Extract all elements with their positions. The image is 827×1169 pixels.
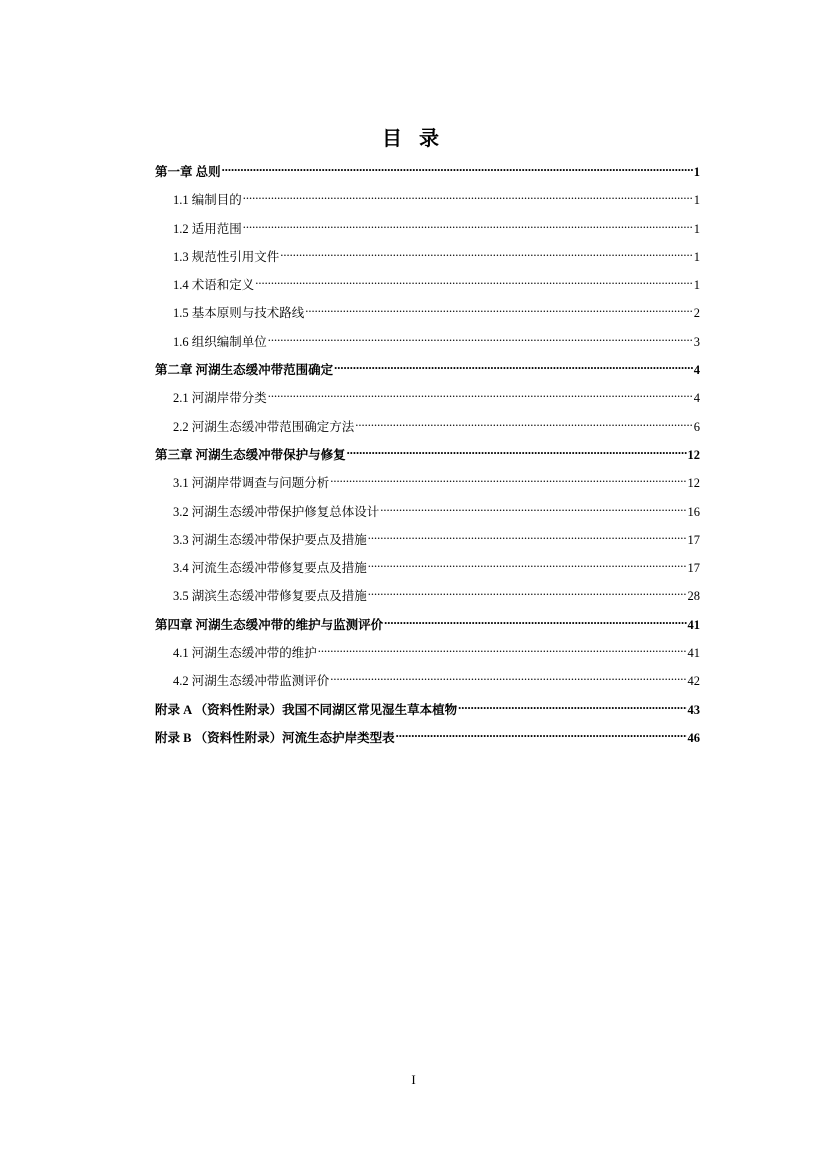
toc-entry-page: 1 bbox=[693, 278, 700, 293]
toc-chapter-entry[interactable] bbox=[155, 443, 700, 471]
toc-section-entry[interactable] bbox=[155, 471, 700, 499]
toc-section-entry[interactable] bbox=[155, 245, 700, 273]
toc-dot-leader bbox=[380, 502, 686, 516]
toc-entry-page: 4 bbox=[693, 363, 700, 378]
toc-entry-label: 2.2 河湖生态缓冲带范围确定方法 bbox=[173, 419, 355, 434]
toc-chapter-entry[interactable] bbox=[155, 160, 700, 188]
toc-dot-leader bbox=[268, 332, 693, 346]
toc-entry-page: 46 bbox=[687, 730, 700, 745]
toc-chapter-entry[interactable] bbox=[155, 698, 700, 726]
toc-dot-leader bbox=[347, 445, 687, 459]
toc-chapter-entry[interactable] bbox=[155, 613, 700, 641]
toc-entry-page: 4 bbox=[693, 391, 700, 406]
toc-dot-leader bbox=[330, 671, 686, 685]
toc-entry-page: 16 bbox=[687, 504, 700, 519]
table-of-contents bbox=[155, 160, 700, 754]
toc-entry-page: 6 bbox=[693, 419, 700, 434]
toc-entry-page: 17 bbox=[687, 561, 700, 576]
toc-dot-leader bbox=[396, 728, 687, 742]
toc-entry-page: 12 bbox=[687, 447, 700, 462]
toc-section-entry[interactable] bbox=[155, 386, 700, 414]
toc-dot-leader bbox=[355, 417, 692, 431]
toc-chapter-entry[interactable] bbox=[155, 726, 700, 754]
toc-entry-label: 1.2 适用范围 bbox=[173, 221, 242, 236]
toc-dot-leader bbox=[368, 530, 687, 544]
toc-section-entry[interactable] bbox=[155, 641, 700, 669]
toc-entry-page: 1 bbox=[693, 249, 700, 264]
toc-section-entry[interactable] bbox=[155, 415, 700, 443]
toc-entry-label: 第一章 总则 bbox=[155, 165, 221, 179]
page-number: I bbox=[411, 1072, 416, 1087]
toc-entry-label: 3.1 河湖岸带调查与问题分析 bbox=[173, 476, 330, 491]
toc-section-entry[interactable] bbox=[155, 528, 700, 556]
toc-entry-label: 3.4 河流生态缓冲带修复要点及措施 bbox=[173, 561, 367, 576]
toc-entry-label: 1.3 规范性引用文件 bbox=[173, 249, 280, 264]
toc-section-entry[interactable] bbox=[155, 273, 700, 301]
toc-section-entry[interactable] bbox=[155, 301, 700, 329]
toc-entry-label: 2.1 河湖岸带分类 bbox=[173, 391, 267, 406]
toc-dot-leader bbox=[222, 162, 693, 176]
toc-dot-leader bbox=[368, 558, 687, 572]
toc-dot-leader bbox=[243, 219, 693, 233]
toc-entry-label: 1.4 术语和定义 bbox=[173, 278, 255, 293]
toc-entry-label: 1.6 组织编制单位 bbox=[173, 334, 267, 349]
toc-entry-page: 1 bbox=[693, 193, 700, 208]
toc-entry-page: 41 bbox=[687, 646, 700, 661]
toc-dot-leader bbox=[334, 360, 693, 374]
toc-entry-label: 4.1 河湖生态缓冲带的维护 bbox=[173, 646, 317, 661]
toc-entry-label: 第四章 河湖生态缓冲带的维护与监测评价 bbox=[155, 617, 384, 632]
toc-entry-label: 4.2 河湖生态缓冲带监测评价 bbox=[173, 674, 330, 689]
toc-dot-leader bbox=[318, 643, 687, 657]
toc-entry-page: 43 bbox=[687, 702, 700, 717]
toc-entry-page: 17 bbox=[687, 532, 700, 547]
toc-dot-leader bbox=[255, 275, 692, 289]
toc-entry-label: 1.5 基本原则与技术路线 bbox=[173, 306, 305, 321]
toc-section-entry[interactable] bbox=[155, 556, 700, 584]
toc-dot-leader bbox=[458, 700, 686, 714]
toc-title: 目 录 bbox=[382, 128, 445, 150]
toc-entry-page: 41 bbox=[687, 617, 700, 632]
toc-dot-leader bbox=[384, 615, 686, 629]
toc-dot-leader bbox=[305, 303, 692, 317]
toc-entry-page: 1 bbox=[693, 165, 700, 179]
toc-entry-label: 第三章 河湖生态缓冲带保护与修复 bbox=[155, 447, 346, 462]
toc-entry-label: 附录 B （资料性附录）河流生态护岸类型表 bbox=[155, 730, 395, 745]
toc-dot-leader bbox=[330, 473, 686, 487]
toc-dot-leader bbox=[268, 388, 693, 402]
toc-entry-label: 3.5 湖滨生态缓冲带修复要点及措施 bbox=[173, 589, 367, 604]
toc-entry-page: 2 bbox=[693, 306, 700, 321]
toc-section-entry[interactable] bbox=[155, 330, 700, 358]
toc-section-entry[interactable] bbox=[155, 217, 700, 245]
toc-section-entry[interactable] bbox=[155, 584, 700, 612]
toc-entry-page: 42 bbox=[687, 674, 700, 689]
toc-dot-leader bbox=[243, 190, 693, 204]
toc-entry-page: 3 bbox=[693, 334, 700, 349]
toc-entry-label: 第二章 河湖生态缓冲带范围确定 bbox=[155, 363, 334, 378]
toc-entry-label: 3.3 河湖生态缓冲带保护要点及措施 bbox=[173, 532, 367, 547]
toc-entry-page: 28 bbox=[687, 589, 700, 604]
toc-section-entry[interactable] bbox=[155, 188, 700, 216]
toc-entry-label: 3.2 河湖生态缓冲带保护修复总体设计 bbox=[173, 504, 380, 519]
toc-section-entry[interactable] bbox=[155, 500, 700, 528]
toc-dot-leader bbox=[368, 586, 687, 600]
toc-section-entry[interactable] bbox=[155, 669, 700, 697]
toc-entry-label: 附录 A （资料性附录）我国不同湖区常见湿生草本植物 bbox=[155, 702, 458, 717]
toc-entry-page: 12 bbox=[687, 476, 700, 491]
toc-chapter-entry[interactable] bbox=[155, 358, 700, 386]
toc-dot-leader bbox=[280, 247, 692, 261]
toc-entry-page: 1 bbox=[693, 221, 700, 236]
toc-entry-label: 1.1 编制目的 bbox=[173, 193, 242, 208]
